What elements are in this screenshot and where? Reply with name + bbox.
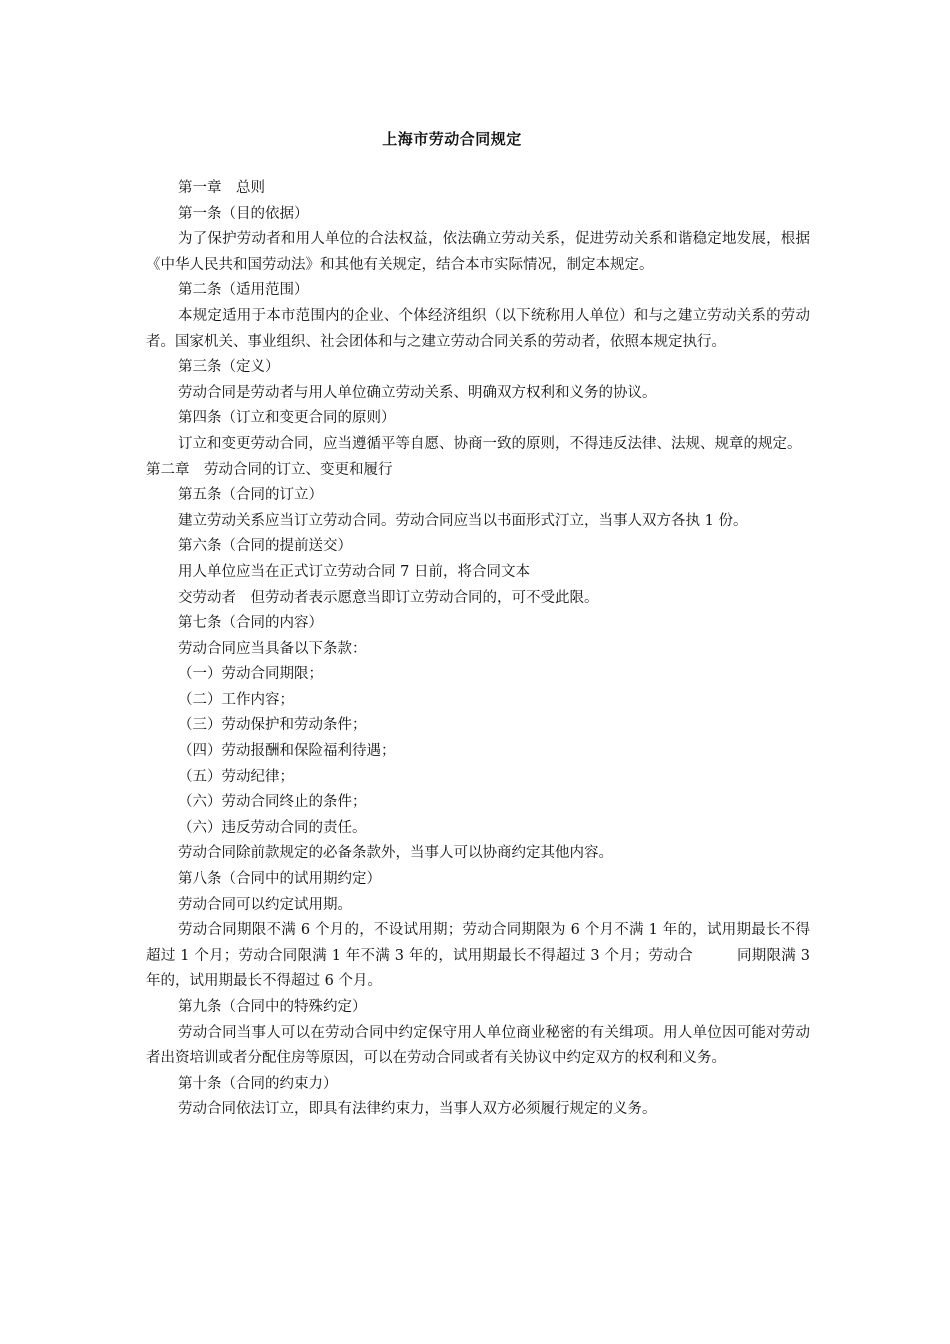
article-7-item-6: （六）劳动合同终止的条件；: [178, 794, 367, 811]
article-7-item-2: （二）工作内容；: [178, 691, 294, 708]
article-10-text: 劳动合同依法订立，即具有法律约束力，当事人双方必须履行规定的义务。: [178, 1101, 657, 1118]
article-3-heading: 第三条（定义）: [178, 359, 280, 376]
article-8-text-2: 劳动合同期限不满 6 个月的，不设试用期；劳动合同期限为 6 个月不满 1 年的，试用期最长不得超过 1 个月；劳动合同限满 1 年不满 3 年的，试用期最长不得超过 3 个月；劳动合 同期限满 3 年的，试用期最长不得超过 6 个月。: [146, 922, 810, 990]
article-2-text: 本规定适用于本市范围内的企业、个体经济组织（以下统称用人单位）和与之建立劳动关系的劳动者。国家机关、事业组织、社会团体和与之建立劳动合同关系的劳动者，依照本规定执行。: [146, 307, 810, 350]
article-7-text: 劳动合同应当具备以下条款：: [178, 640, 367, 657]
document-body: [146, 176, 810, 1123]
article-7-closing: 劳动合同除前款规定的必备条款外，当事人可以协商约定其他内容。: [178, 845, 613, 862]
article-7-item-1: （一）劳动合同期限；: [178, 666, 323, 683]
article-7-item-5: （五）劳动纪律；: [178, 768, 294, 785]
chapter-1-heading: 第一章 总则: [178, 180, 265, 196]
article-6-heading: 第六条（合同的提前送交）: [178, 538, 352, 555]
article-3-text: 劳动合同是劳动者与用人单位确立劳动关系、明确双方权利和义务的协议。: [178, 384, 657, 401]
article-4-text: 订立和变更劳动合同，应当遵循平等自愿、协商一致的原则，不得违反法律、法规、规章的规定。: [178, 435, 802, 452]
article-7-item-3: （三）劳动保护和劳动条件；: [178, 717, 367, 734]
article-4-heading: 第四条（订立和变更合同的原则）: [178, 410, 396, 427]
article-8-heading: 第八条（合同中的试用期约定）: [178, 871, 381, 888]
article-5-heading: 第五条（合同的订立）: [178, 487, 323, 504]
article-2-heading: 第二条（适用范围）: [178, 282, 309, 299]
article-5-text: 建立劳动关系应当订立劳动合同。劳动合同应当以书面形式汀立，当事人双方各执 1 份。: [178, 512, 748, 529]
article-9-text: 劳动合同当事人可以在劳动合同中约定保守用人单位商业秘密的有关缉项。用人单位因可能对劳动者出资培训或者分配住房等原因，可以在劳动合同或者有关协议中约定双方的权利和义务。: [146, 1024, 810, 1067]
article-6-text-line-2: 交劳动者 但劳动者表示愿意当即订立劳动合同的，可不受此限。: [178, 589, 599, 606]
article-7-heading: 第七条（合同的内容）: [178, 615, 323, 632]
article-1-heading: 第一条（目的依据）: [178, 205, 309, 222]
document-title: 上海市劳动合同规定: [382, 130, 522, 148]
article-1-text: 为了保护劳动者和用人单位的合法权益，依法确立劳动关系，促进劳动关系和谐稳定地发展，根据《中华人民共和国劳动法》和其他有关规定，结合本市实际情况，制定本规定。: [146, 231, 810, 273]
chapter-2-heading: 第二章 劳动合同的订立、变更和履行: [146, 461, 393, 478]
article-7-item-7: （六）违反劳动合同的责任。: [178, 819, 367, 836]
article-8-text-1: 劳动合同可以约定试用期。: [178, 896, 352, 913]
article-9-heading: 第九条（合同中的特殊约定）: [178, 999, 367, 1015]
article-7-item-4: （四）劳动报酬和保险福利待遇；: [178, 743, 396, 760]
article-10-heading: 第十条（合同的约束力）: [178, 1075, 338, 1092]
article-6-text-line-1: 用人单位应当在正式订立劳动合同 7 日前，将合同文本: [178, 563, 530, 580]
